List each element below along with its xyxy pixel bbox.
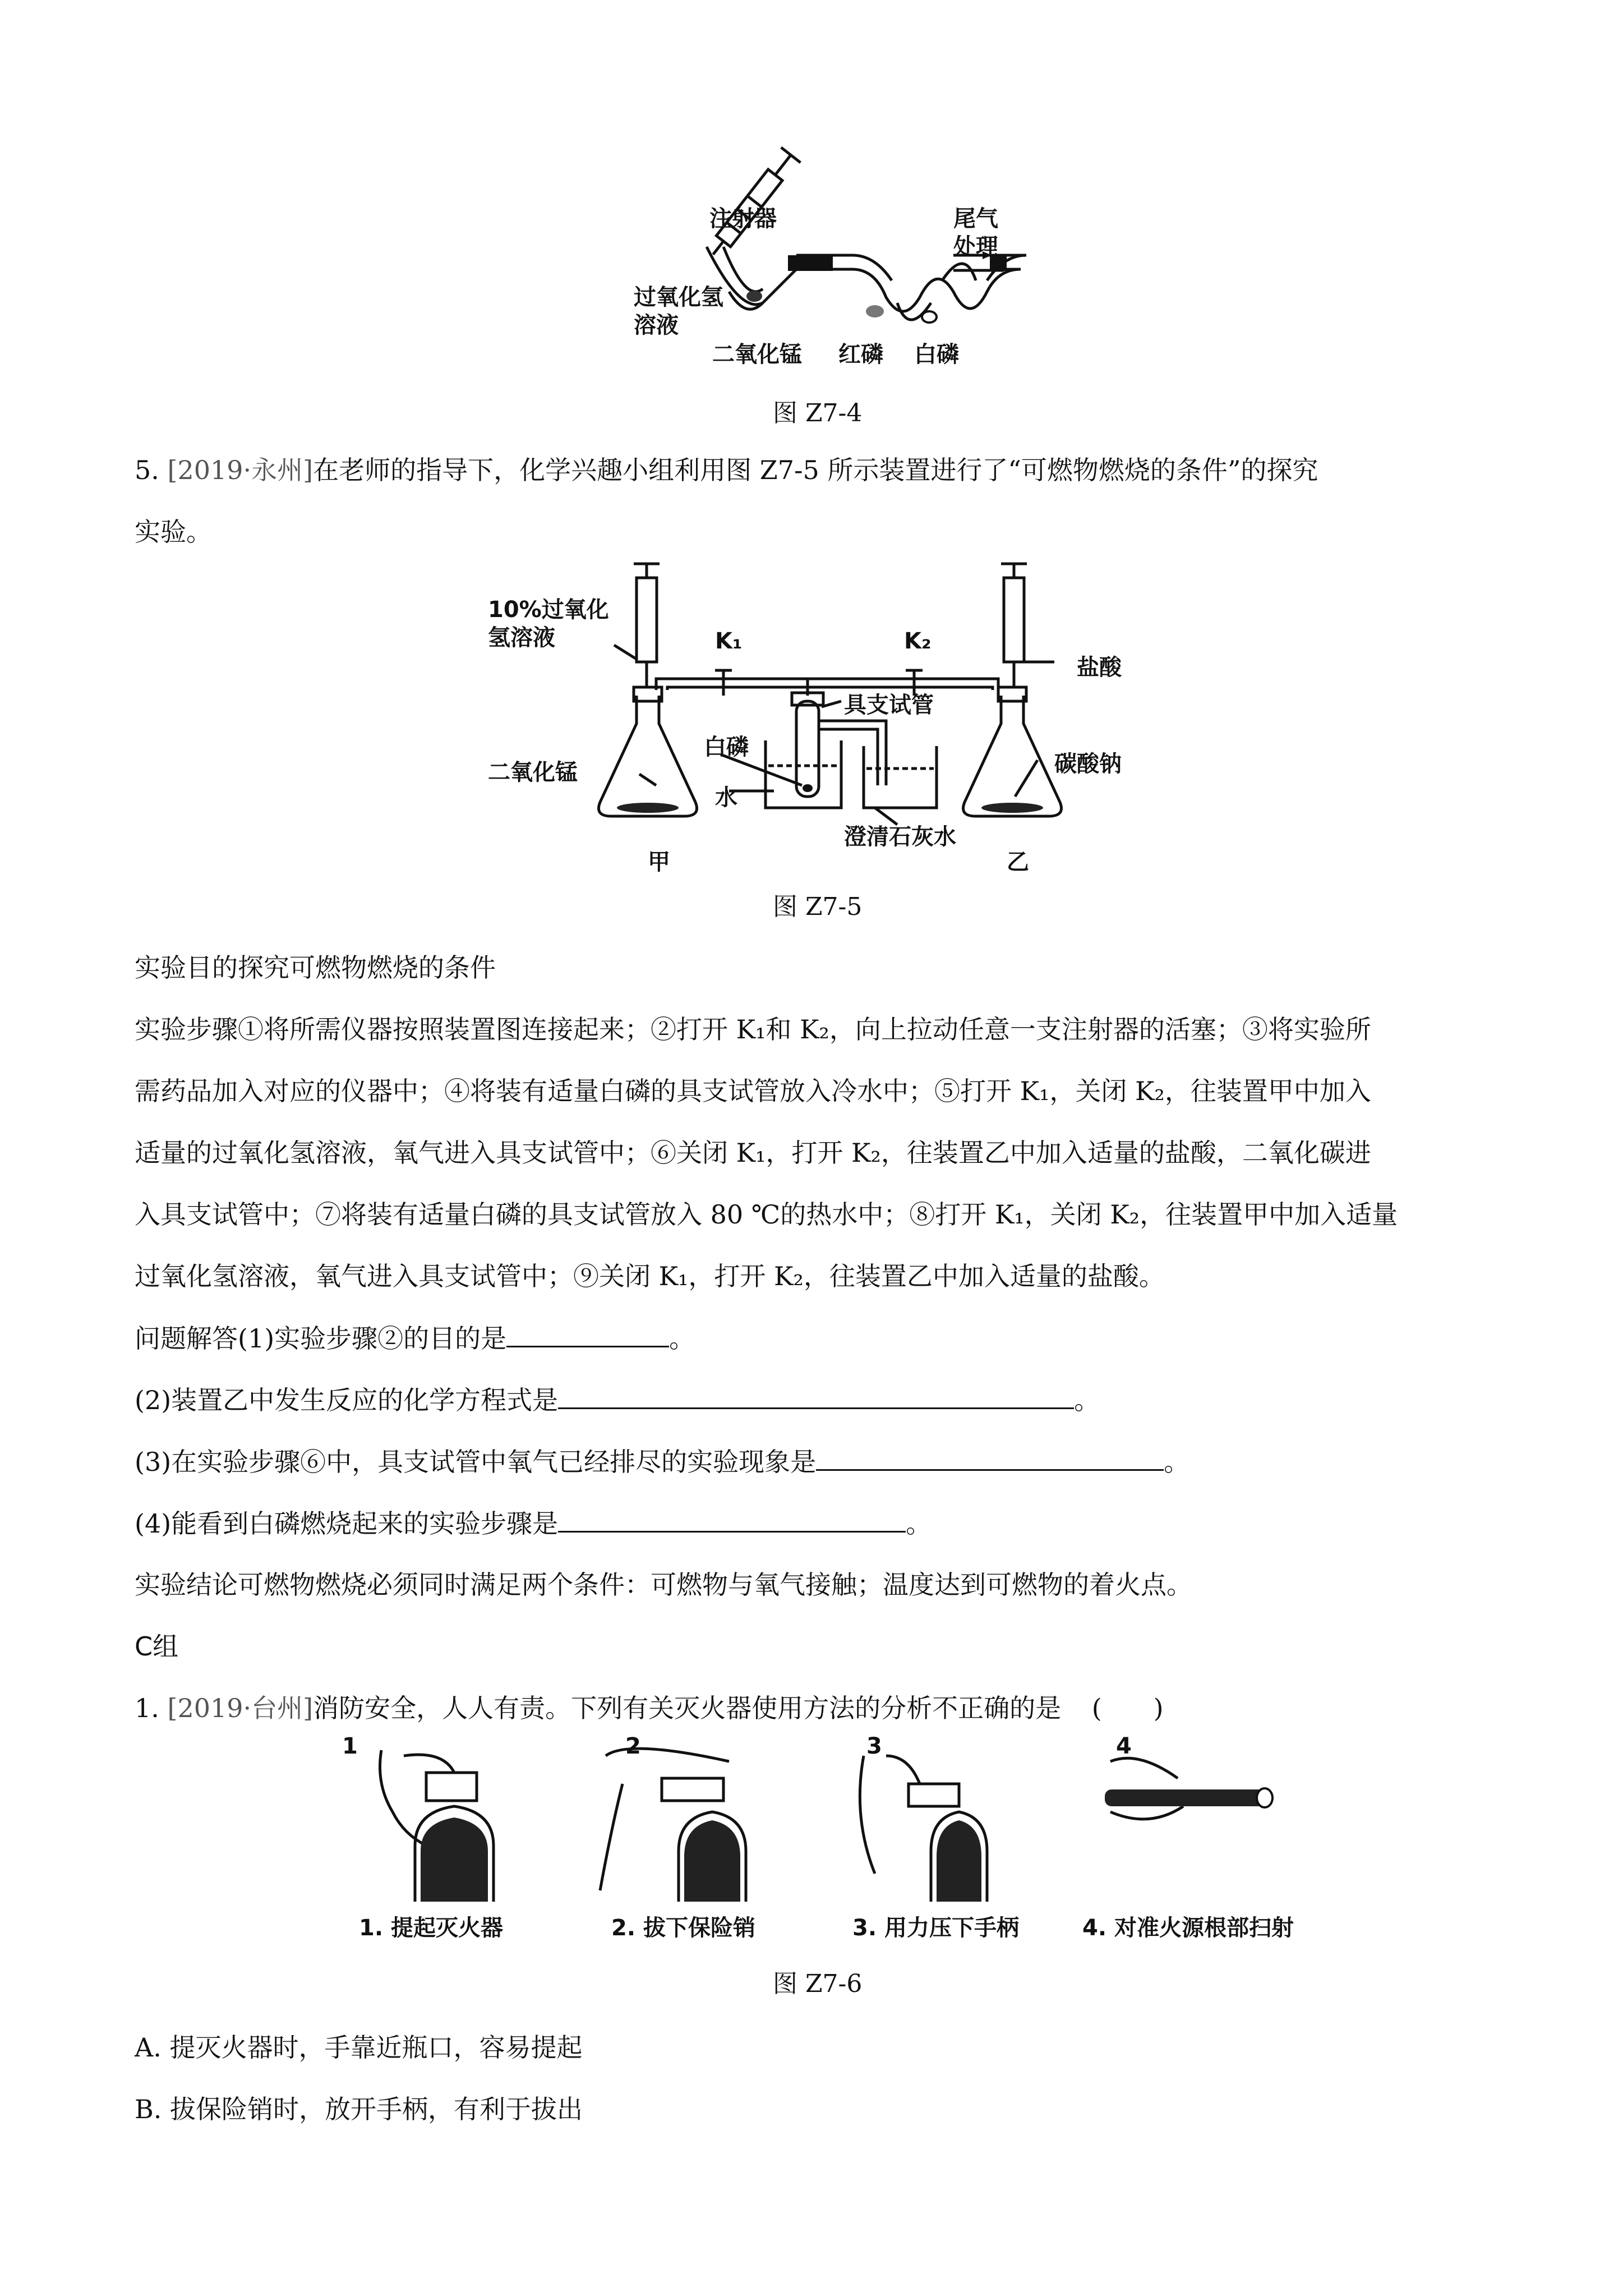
fig5-label-k1: K₁ <box>715 628 743 654</box>
experiment-step-line: 过氧化氢溶液，氧气进入具支试管中；⑨关闭 K₁，打开 K₂，往装置乙中加入适量的盐酸。 <box>135 1261 1165 1291</box>
fig4-label-tail: 尾气 <box>953 206 998 232</box>
question-3-end: 。 <box>1164 1447 1190 1477</box>
fig5-label-h2o2-a: 10%过氧化 <box>488 597 609 623</box>
fig6-panel-number: 2 <box>625 1733 641 1759</box>
fig5-label-tube: 具支试管 <box>844 692 934 718</box>
fig4-label-red-p: 红磷 <box>838 342 883 367</box>
fig5-label-mno2: 二氧化锰 <box>488 760 578 785</box>
question-2-end: 。 <box>1074 1385 1100 1415</box>
fig4-label-h2o2: 过氧化氢 <box>634 284 723 310</box>
experiment-conclusion: 实验结论可燃物燃烧必须同时满足两个条件：可燃物与氧气接触；温度达到可燃物的着火点。 <box>135 1570 1192 1600</box>
group-c-heading: C组 <box>135 1631 179 1662</box>
fig5-label-jia: 甲 <box>648 849 670 875</box>
experiment-step-line: 适量的过氧化氢溶液，氧气进入具支试管中；⑥关闭 K₁，打开 K₂，往装置乙中加入适量的盐酸，二氧化碳进 <box>135 1138 1371 1168</box>
fig5-label-white-p: 白磷 <box>704 734 749 760</box>
q1-answer-paren[interactable]: ( ) <box>1091 1693 1164 1723</box>
fig6-panel-label: 2. 拔下保险销 <box>611 1915 755 1941</box>
fig4-label-h2o2b: 溶液 <box>634 312 679 338</box>
fig6-panel-label: 3. 用力压下手柄 <box>852 1915 1019 1941</box>
fig5-label-yi: 乙 <box>1007 849 1029 875</box>
fig6-panel-label: 4. 对准火源根部扫射 <box>1082 1915 1294 1941</box>
q5-text: 在老师的指导下，化学兴趣小组利用图 Z7-5 所示装置进行了“可燃物燃烧的条件”的探究 <box>313 455 1318 485</box>
question-2-text: (2)装置乙中发生反应的化学方程式是 <box>135 1385 559 1415</box>
q1-source: [2019·台州] <box>167 1693 313 1723</box>
fig6-panel-label: 1. 提起灭火器 <box>359 1915 503 1941</box>
fig4-label-mno2: 二氧化锰 <box>712 342 802 367</box>
question-3-text: (3)在实验步骤⑥中，具支试管中氧气已经排尽的实验现象是 <box>135 1447 817 1477</box>
fig6-panel-number: 3 <box>866 1733 882 1759</box>
question-4-text: (4)能看到白磷燃烧起来的实验步骤是 <box>135 1508 559 1539</box>
fig5-label-limewater: 澄清石灰水 <box>844 824 956 850</box>
fig5-caption: 图 Z7-5 <box>773 892 863 921</box>
fig5-label-h2o2-b: 氢溶液 <box>488 625 555 651</box>
fig5-label-na2co3: 碳酸钠 <box>1054 751 1122 777</box>
fig5-label-k2: K₂ <box>904 628 932 654</box>
fig5-label-water: 水 <box>715 785 737 811</box>
experiment-step-line: 入具支试管中；⑦将装有适量白磷的具支试管放入 80 ℃的热水中；⑧打开 K₁，关闭 K₂，往装置甲中加入适量 <box>135 1199 1398 1230</box>
option-a[interactable]: A. 提灭火器时，手靠近瓶口，容易提起 <box>135 2032 583 2063</box>
experiment-step-line: 需药品加入对应的仪器中；④将装有适量白磷的具支试管放入冷水中；⑤打开 K₁，关闭 K₂，往装置甲中加入 <box>135 1076 1371 1106</box>
fig6-panel-number: 4 <box>1116 1733 1132 1759</box>
fig4-caption: 图 Z7-4 <box>773 399 863 427</box>
q1-text: 消防安全，人人有责。下列有关灭火器使用方法的分析不正确的是 <box>313 1693 1062 1723</box>
fig4-label-white-p: 白磷 <box>914 342 959 367</box>
experiment-purpose: 实验目的探究可燃物燃烧的条件 <box>135 953 496 983</box>
q5-line2: 实验。 <box>135 517 212 547</box>
option-b[interactable]: B. 拔保险销时，放开手柄，有利于拔出 <box>135 2094 583 2124</box>
question-1-text: 问题解答(1)实验步骤②的目的是 <box>135 1323 507 1354</box>
fig4-label-tail2: 处理 <box>953 234 998 260</box>
question-4-end: 。 <box>906 1508 932 1539</box>
experiment-step-line: 实验步骤①将所需仪器按照装置图连接起来；②打开 K₁和 K₂，向上拉动任意一支注射器的活塞；③将实验所 <box>135 1014 1371 1045</box>
q5-number: 5. <box>135 455 159 485</box>
q1-number: 1. <box>135 1693 159 1723</box>
fig6-panel-number: 1 <box>342 1733 358 1759</box>
fig6-caption: 图 Z7-6 <box>773 1970 863 1998</box>
question-1-end: 。 <box>669 1323 695 1354</box>
fig5-label-hcl: 盐酸 <box>1077 655 1122 680</box>
fig4-label-syringe: 注射器 <box>709 206 777 232</box>
q5-source: [2019·永州] <box>167 455 313 485</box>
